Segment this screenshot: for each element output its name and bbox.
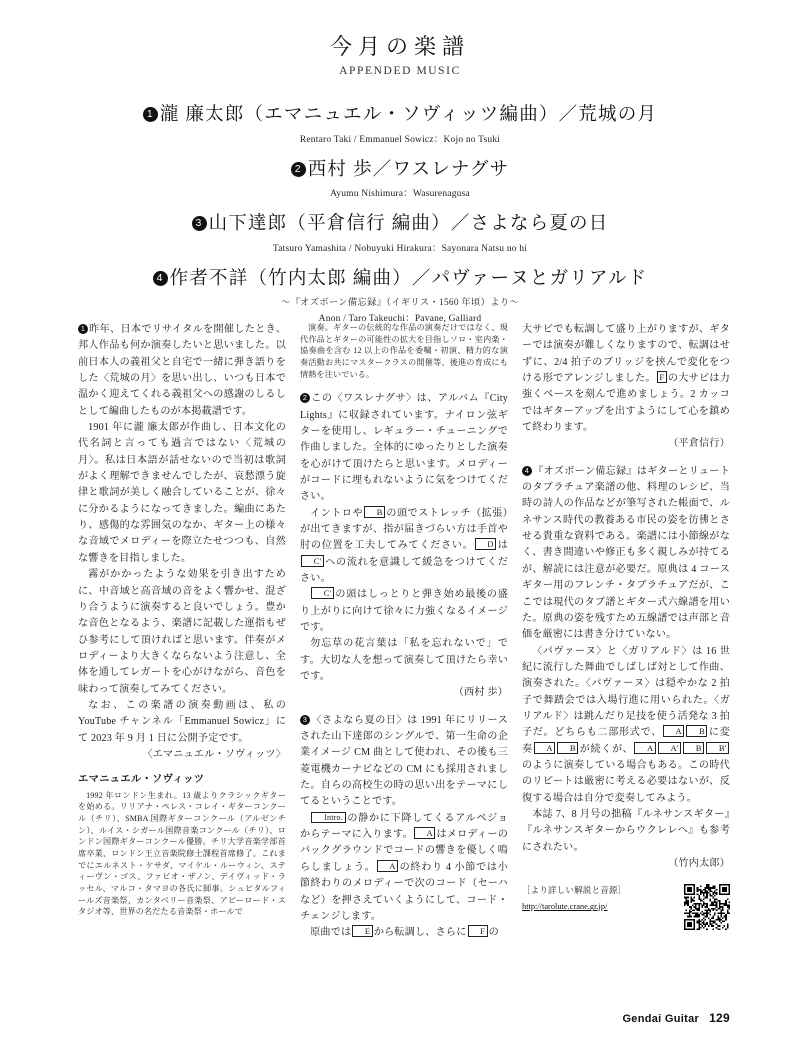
paragraph-text: に変奏 (522, 727, 730, 755)
paragraph-text: の頭はしっとりと弾き始め最後の盛り上がりに向けて徐々に力強くなるイメージです。 (300, 589, 508, 634)
section-marker-a: A (377, 860, 399, 872)
paragraph: 勿忘草の花言葉は「私を忘れないで」です。大切な人を想って演奏して頂けたら幸いです。 (300, 638, 508, 683)
paragraph (522, 644, 730, 807)
paragraph-text: から転調し、さらに (373, 927, 467, 939)
paragraph (300, 811, 508, 925)
track-item (0, 212, 800, 253)
track-romaji: Tatsuro Yamashita / Nobuyuki Hirakura：Sayonara Natsu no hi (272, 243, 528, 254)
paragraph-number-badge: 3 (300, 715, 310, 725)
paragraph: なお、この楽譜の演奏動画は、私の YouTube チャンネル「Emmanuel Sowicz」にて 2023 年 9 月 1 日に公開予定です。 (78, 699, 286, 744)
paragraph-text: の (488, 927, 499, 939)
paragraph-text: の静かに下降してくるアルペジョからテーマに入ります。 (300, 812, 508, 841)
paragraph-text: この〈ワスレナグサ〉は、アルバム『City Lights』に収録されています。ナイロン弦ギターを使用し、レギュラー・チューニングで作曲しました。全体的にゆったりとした演奏を心がけて頂けたらと思います。メロディーがコードに埋もれないように気をつけてください。 (300, 393, 508, 503)
paragraph-text: 昨年、日本でリサイタルを開催したとき、邦人作品も何か演奏したいと思いました。以前日本人の義祖父と自宅で一緒に弾き語りをした〈荒城の月〉を思い出し、いつも日本で温かく迎えてくれる義祖父への感謝のしるしとして編曲したものが本掲載譜です。 (78, 324, 286, 417)
track-list (0, 103, 800, 324)
section-marker-b: B (683, 742, 704, 754)
track-number-badge: 1 (143, 107, 158, 122)
section-marker-intro: Intro. (311, 812, 346, 823)
track-title (0, 267, 800, 292)
reference-url-link[interactable]: http://tarolute.crane.gr.jp/ (522, 902, 608, 912)
section-marker-a: A (414, 827, 436, 839)
section-marker-f: F (657, 371, 667, 383)
paragraph (300, 713, 508, 811)
track-number-badge: 3 (192, 216, 207, 231)
section-marker-c-prime: C' (311, 587, 334, 599)
track-romaji: Rentaro Taki / Emmanuel Sowicz：Kojo no Tsuki (299, 134, 501, 145)
paragraph-text: はメロディーのバックグラウンドでコードの響きを優しく鳴らしましょう。 (300, 829, 508, 873)
reference-link-block (522, 884, 730, 930)
paragraph: 本誌 7、8 月号の拙稿『ルネサンスギター』『ルネサンスギターからウクレレへ』も参考にされたい。 (522, 808, 730, 853)
paragraph-text: 原曲では (310, 927, 352, 939)
track-title-text: 作者不詳（竹内太郎 編曲）／パヴァーヌとガリアルド (169, 268, 648, 289)
track-item (0, 158, 800, 199)
column-3 (522, 322, 730, 989)
paragraph-text: のように演奏している場合もある。この時代のリピートは厳密に考える必要はないが、反復する場合は自分で変奏してみよう。 (522, 759, 730, 804)
section-marker-e: E (352, 925, 373, 937)
page-title: 今月の楽譜 (329, 34, 470, 59)
masthead (0, 0, 800, 77)
page-number: 129 (709, 1011, 730, 1025)
bio-name: エマニュエル・ソヴィッツ (78, 774, 205, 786)
paragraph-text: 〈パヴァーヌ〉と〈ガリアルド〉は 16 世紀に流行した舞曲でしばしば対として作曲、演奏された。〈パヴァーヌ〉は穏やかな 2 拍子で舞踏会では入場行進に用いられた。〈ガリアルド〉は跳んだり足技を使う活発な 3 拍子だ。どちらも二部形式で、 (522, 645, 730, 739)
section-marker-b: B (557, 742, 578, 754)
paragraph-text: 『オズボーン備忘録』はギターとリュートのタブラチュア楽譜の他、料理のレシピ、当時の詩人の作品などが筆写された帳面で、ルネサンス時代の教養ある市民の姿を彷彿とさせる貴重な資料である。楽譜には小節線がなく、書き間違いや修正も多く親しみが持てるが、解読には注意が必要だ。原典は 4 コースギター用のフレンチ・タブラチュアだが、ここでは現代のタブ譜とギター式六線譜を用いた。原典の姿を残すため五線譜では声部と音価を厳密には書き分けていない。 (522, 465, 730, 641)
page-footer (622, 1011, 730, 1025)
paragraph-text: 大サビでも転調して盛り上がりますが、ギターでは演奏が難しくなりますので、転調はせずに、2/4 拍子のブリッジを挟んで変化をつける形でアレンジしました。 (522, 324, 730, 385)
track-title-text: 山下達郎（平倉信行 編曲）／さよなら夏の日 (208, 214, 609, 235)
paragraph-text: への流れを意識して緩急をつけてください。 (300, 556, 508, 584)
section-marker-c-prime: C' (301, 555, 324, 567)
section-marker-a-prime: A' (658, 742, 681, 754)
magazine-name: Gendai Guitar (622, 1013, 700, 1025)
track-number-badge: 4 (153, 271, 168, 286)
paragraph-number-badge: 1 (78, 324, 88, 334)
paragraph-text: の終わり 4 小節では小節終わりのメロディーで次のコード（セーハなど）を押さえていくようにして、コード・チェンジします。 (300, 861, 508, 922)
paragraph (300, 506, 508, 588)
author-signature: （平倉信行） (668, 438, 730, 450)
bio-text: 1992 年ロンドン生まれ。13 歳よりクラシックギターを始める。リリアナ・ペレス・コレイ・ギターコンクール（チリ）、SMBA 国際ギターコンクール（アルゼンチン）、ルイス・シガール国際音楽コンクール（チリ）、ロンドン国際ギターコンクール優勝。チリ大学音楽学部首席卒業、ロンドン王立音楽院修士課程首席修了。これまでにエルネスト・ケサダ、マイケル・ルーウィン、スティーヴン・ゴス、ファビオ・ザノン、デイヴィッド・ラッセル、マルコ・タマヨの各氏に師事。シュピタルフィールズ音楽祭、カンタベリー音楽祭、アビーロード・スタジオ等、世界の名だたる音楽祭・ホールで (78, 790, 286, 917)
section-marker-b: B (686, 725, 707, 737)
track-title-text: 西村 歩／ワスレナグサ (307, 159, 510, 180)
bio-text-continued: 演奏。ギターの伝統的な作品の演奏だけではなく、現代作品とギターの可能性の拡大を目指しソロ・室内楽・協奏曲を含む 12 以上の作品を委嘱・初演、精力的な演奏活動お共にマスタークラスの開催等、後進の育成にも情熱を注いでいる。 (300, 323, 508, 379)
column-1 (78, 322, 286, 989)
track-title (0, 212, 800, 237)
section-marker-a: A (634, 742, 656, 754)
paragraph-text: の頭でストレッチ（拡張）が出てきますが、指が届きづらい方は手首や肘の位置を工夫してみてください。 (300, 507, 508, 552)
paragraph-number-badge: 2 (300, 393, 310, 403)
section-marker-a: A (534, 742, 556, 754)
paragraph-number-badge: 4 (522, 466, 532, 476)
author-signature: （西村 歩） (453, 687, 508, 699)
section-marker-f: F (468, 925, 488, 937)
track-romaji: Anon / Taro Takeuchi：Pavane, Galliard (318, 314, 482, 325)
paragraph-text: は (497, 540, 509, 552)
paragraph: 霧がかかったような効果を引き出すために、中音域と高音域の音をよく響かせ、混ざり合うように演奏すると良いでしょう。豊かな音色となるよう、楽譜に記載した運指もぜひ参考にして頂ければと思います。伴奏がメロディーより大きくならないよう注意し、全体を通してレガートを心がけながら、音色を味わって演奏してみてください。 (78, 569, 286, 695)
paragraph: 1901 年に瀧 廉太郎が作曲し、日本文化の代名詞と言っても過言ではない〈荒城の月〉。私は日本語が話せないので当初は歌詞がよく理解できませんでしたが、哀愁漂う旋律と歌詞が美しく融合していることが、徐々に分かるようになってきました。編曲にあたり、感傷的な雰囲気のなか、ギター上の様々な音域でメロディーを際立たせつつも、自然な響きを目指しました。 (78, 422, 286, 564)
page-subtitle: APPENDED MUSIC (339, 65, 461, 78)
track-title-text: 瀧 廉太郎（エマニュエル・ソヴィッツ編曲）／荒城の月 (159, 105, 658, 126)
paragraph (522, 464, 730, 644)
column-2 (300, 322, 508, 989)
paragraph-text: が続くが、 (579, 743, 634, 755)
article-columns (78, 322, 730, 989)
paragraph-text: イントロや (310, 507, 364, 519)
paragraph (522, 322, 730, 436)
link-label: ［より詳しい解説と音源］ (522, 885, 627, 896)
paragraph-text: の大サビは力強くベースを刻んで進めましょう。2 カッコではギターアップを出すようにして心を鎮めて終わります。 (522, 373, 730, 434)
track-title (0, 158, 800, 183)
track-item (0, 267, 800, 324)
section-marker-b: B (364, 506, 385, 518)
track-source-note: ～『オズボーン備忘録』（イギリス・1560 年頃）より～ (280, 297, 520, 308)
author-signature: （竹内太郎） (668, 858, 730, 869)
section-marker-d: D (475, 538, 497, 550)
paragraph (300, 391, 508, 505)
paragraph (300, 925, 508, 941)
section-marker-b-prime: B' (706, 742, 729, 754)
paragraph (300, 587, 508, 636)
section-marker-a: A (663, 725, 685, 737)
paragraph (78, 322, 286, 420)
track-title (0, 103, 800, 128)
qr-code[interactable] (684, 884, 730, 930)
track-romaji: Ayumu Nishimura：Wasurenagusa (330, 189, 470, 200)
track-number-badge: 2 (291, 162, 306, 177)
track-item (0, 103, 800, 144)
paragraph-text: 〈さよなら夏の日〉は 1991 年にリリースされた山下達郎のシングルで、第一生命の企業イメージ CM 曲として使われ、その後も三菱電機カーナビなどの CM にも採用されました。自らの高校生の時の思い出をテーマにしてるということです。 (300, 714, 508, 808)
author-signature: 〈エマニュエル・ソヴィッツ〉 (142, 748, 286, 760)
